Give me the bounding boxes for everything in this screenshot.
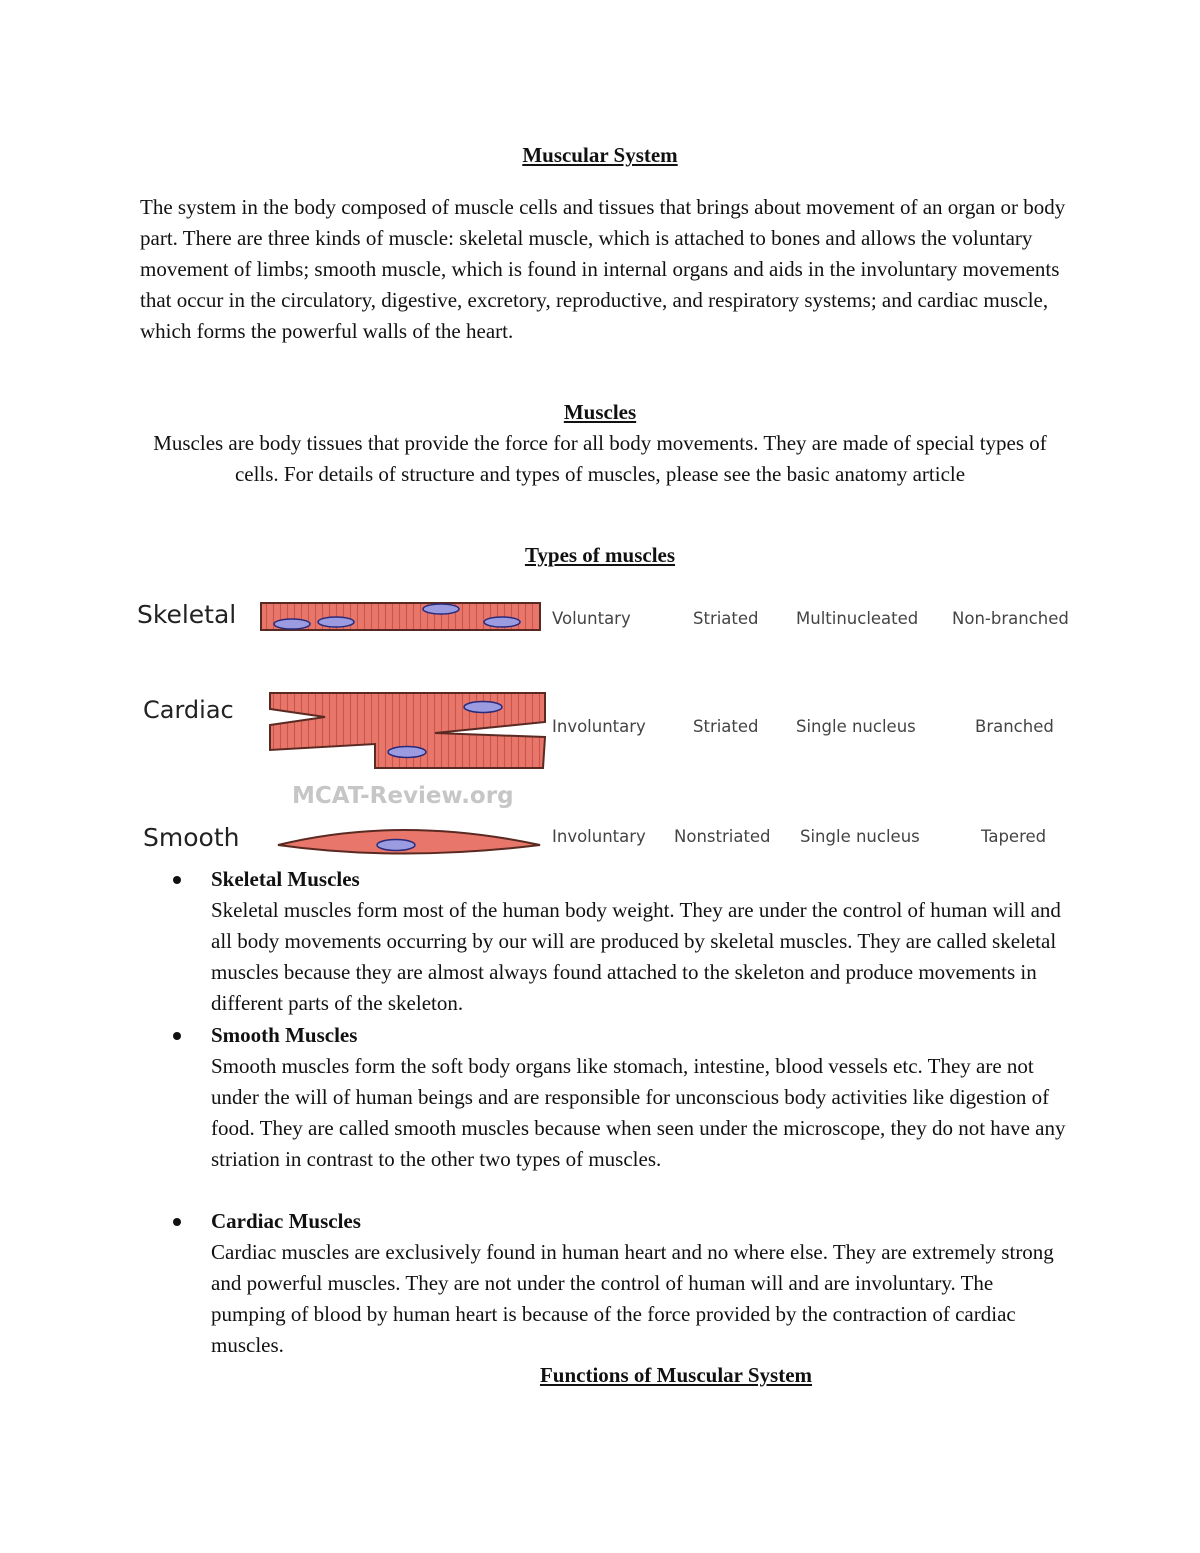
list-item-text: Smooth muscles form the soft body organs like stomach, intestine, blood vessels etc. They are not under the will of human beings and are responsible for unconscious body activities like digestion of food. They are called smooth muscles because when seen under the microscope, they do not have any striation in contrast to the other two types of muscles. xyxy=(211,1054,1066,1171)
list-item xyxy=(211,1020,1071,1175)
smooth-fiber-shape xyxy=(278,830,540,854)
bullet-icon xyxy=(173,876,181,884)
muscles-heading: Muscles xyxy=(563,400,637,424)
smooth-label: Smooth xyxy=(143,823,240,852)
cardiac-prop: Branched xyxy=(975,717,1054,736)
skeletal-prop: Voluntary xyxy=(552,609,631,628)
nucleus-icon xyxy=(464,702,502,713)
cardiac-prop: Single nucleus xyxy=(796,717,916,736)
cardiac-prop: Involuntary xyxy=(552,717,646,736)
intro-paragraph: The system in the body composed of muscle cells and tissues that brings about movement of an organ or body part. There are three kinds of muscle: skeletal muscle, which is attached to bones and allows the voluntary movement of limbs; smooth muscle, which is found in internal organs and aids in the involuntary movements that occur in the circulatory, digestive, excretory, reproductive, and respiratory systems; and cardiac muscle, which forms the powerful walls of the heart. xyxy=(140,195,1066,343)
types-heading: Types of muscles xyxy=(524,543,676,567)
cardiac-label: Cardiac xyxy=(143,696,234,724)
smooth-prop: Tapered xyxy=(981,827,1047,846)
list-item-heading: Cardiac Muscles xyxy=(211,1209,361,1233)
list-item xyxy=(211,864,1071,1019)
functions-heading: Functions of Muscular System xyxy=(539,1363,813,1387)
skeletal-label: Skeletal xyxy=(137,600,237,629)
list-item-heading: Smooth Muscles xyxy=(211,1023,358,1047)
bullet-icon xyxy=(173,1218,181,1226)
smooth-prop: Single nucleus xyxy=(800,827,920,846)
skeletal-prop: Non-branched xyxy=(952,609,1069,628)
nucleus-icon xyxy=(318,617,354,627)
cardiac-fiber-shape xyxy=(270,693,545,768)
skeletal-prop: Multinucleated xyxy=(796,609,919,628)
list-item-text: Skeletal muscles form most of the human body weight. They are under the control of human will and all body movements occurring by our will are produced by skeletal muscles. They are called skeletal muscles because they are almost always found attached to the skeleton and produce movements in different parts of the skeleton. xyxy=(211,898,1061,1015)
nucleus-icon xyxy=(377,840,415,851)
list-item-text: Cardiac muscles are exclusively found in human heart and no where else. They are extremely strong and powerful muscles. They are not under the control of human will and are involuntary. The pumping of blood by human heart is because of the force provided by the contraction of cardiac muscles. xyxy=(211,1240,1054,1357)
page-title: Muscular System xyxy=(522,143,678,167)
muscle-types-figure xyxy=(130,590,1100,865)
smooth-prop: Involuntary xyxy=(552,827,646,846)
nucleus-icon xyxy=(423,604,459,614)
cardiac-prop: Striated xyxy=(693,717,759,736)
list-item-heading: Skeletal Muscles xyxy=(211,867,360,891)
bullet-icon xyxy=(173,1032,181,1040)
list-item xyxy=(211,1206,1071,1361)
nucleus-icon xyxy=(484,617,520,627)
muscles-paragraph: Muscles are body tissues that provide the force for all body movements. They are made of special types of cells. For details of structure and types of muscles, please see the basic anatomy article xyxy=(153,431,1047,486)
skeletal-fiber-shape xyxy=(261,603,540,630)
nucleus-icon xyxy=(274,619,310,629)
skeletal-prop: Striated xyxy=(693,609,759,628)
smooth-prop: Nonstriated xyxy=(674,827,771,846)
nucleus-icon xyxy=(388,747,426,758)
watermark: MCAT-Review.org xyxy=(292,783,514,809)
